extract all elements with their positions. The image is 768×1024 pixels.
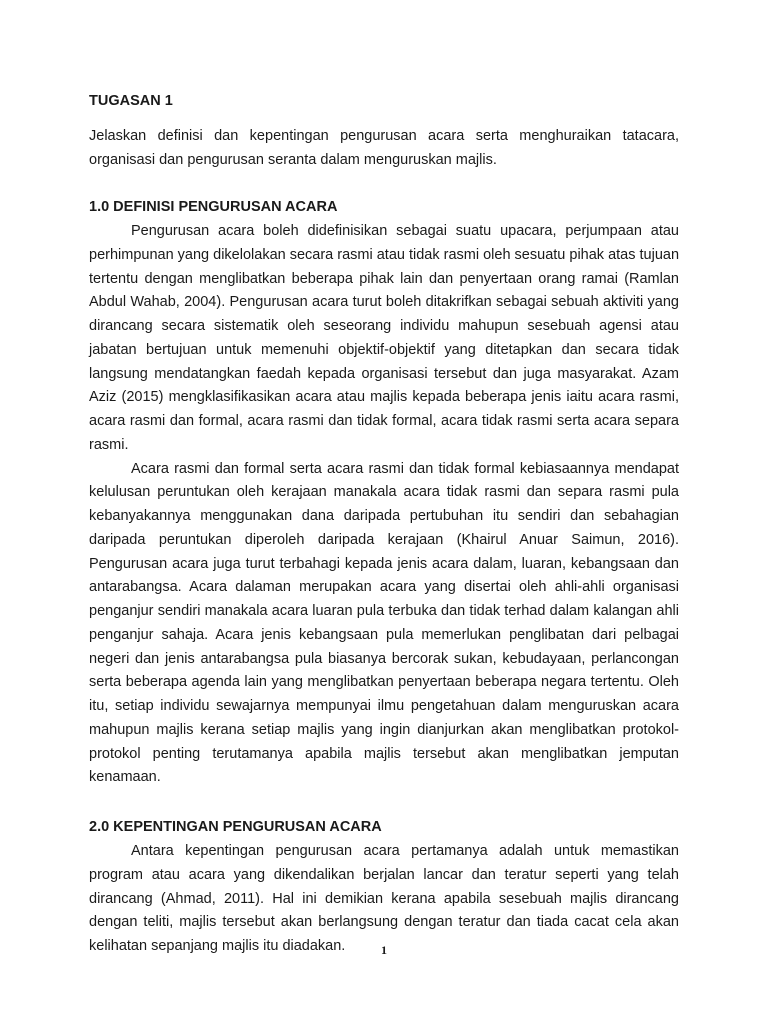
body-paragraph: Pengurusan acara boleh didefinisikan sebagai suatu upacara, perjumpaan atau perhimpunan yang dikelolakan secara rasmi atau tidak rasmi oleh sesuatu pihak atas tujuan tertentu dengan menglibatkan beberapa pihak lain dan penyertaan orang ramai (Ramlan Abdul Wahab, 2004). Pengurusan acara turut boleh ditakrifkan sebagai sebuah aktiviti yang dirancang secara sistematik oleh seseorang individu mahupun sesebuah agensi atau jabatan bertujuan untuk memenuhi objektif-objektif yang ditetapkan dan secara tidak langsung mendatangkan faedah kepada organisasi tersebut dan juga masyarakat. Azam Aziz (2015) mengklasifikasikan acara atau majlis kepada beberapa jenis iaitu acara rasmi, acara rasmi dan formal, acara rasmi dan tidak formal, acara tidak rasmi serta acara separa rasmi. xyxy=(89,223,680,453)
assignment-question: Jelaskan definisi dan kepentingan pengurusan acara serta menghuraikan tatacara, organisasi dan pengurusan seranta dalam menguruskan majlis. xyxy=(89,128,679,168)
page-number: 1 xyxy=(381,943,387,957)
section-heading: 2.0 KEPENTINGAN PENGURUSAN ACARA xyxy=(89,819,382,835)
body-paragraph: Antara kepentingan pengurusan acara pertamanya adalah untuk memastikan program atau acara yang dikendalikan berjalan lancar dan teratur seperti yang telah dirancang (Ahmad, 2011). Hal ini demikian kerana apabila sesebuah majlis dirancang dengan teliti, majlis tersebut akan berlangsung dengan teratur dan tiada cacat cela akan kelihatan sepanjang majlis itu diadakan. xyxy=(89,843,679,954)
document-body xyxy=(89,90,679,959)
section-definition xyxy=(89,196,679,790)
section-importance xyxy=(89,816,679,959)
section-heading: 1.0 DEFINISI PENGURUSAN ACARA xyxy=(89,199,338,215)
assignment-title: TUGASAN 1 xyxy=(89,93,173,109)
body-paragraph: Acara rasmi dan formal serta acara rasmi dan tidak formal kebiasaannya mendapat kelulusan peruntukan oleh kerajaan manakala acara tidak rasmi dan separa rasmi pula kebanyakannya menggunakan dana daripada pertubuhan itu sendiri dan sebahagian daripada peruntukan diperoleh daripada kerajaan (Khairul Anuar Saimun, 2016). Pengurusan acara juga turut terbahagi kepada jenis acara dalam, luaran, kebangsaan dan antarabangsa. Acara dalaman merupakan acara yang disertai oleh ahli-ahli organisasi penganjur sendiri manakala acara luaran pula terbuka dan tidak terhad dalam kalangan ahli penganjur sahaja. Acara jenis kebangsaan pula memerlukan penglibatan dari pelbagai negeri dan jenis antarabangsa pula biasanya bercorak sukan, kebudayaan, perlancongan serta beberapa agenda lain yang menglibatkan penyertaan beberapa negara tertentu. Oleh itu, setiap individu sewajarnya mempunyai ilmu pengetahuan dalam menguruskan acara mahupun majlis kerana setiap majlis yang ingin dianjurkan akan menglibatkan protokol-protokol penting terutamanya apabila majlis tersebut akan menglibatkan jemputan kenamaan. xyxy=(89,460,679,786)
